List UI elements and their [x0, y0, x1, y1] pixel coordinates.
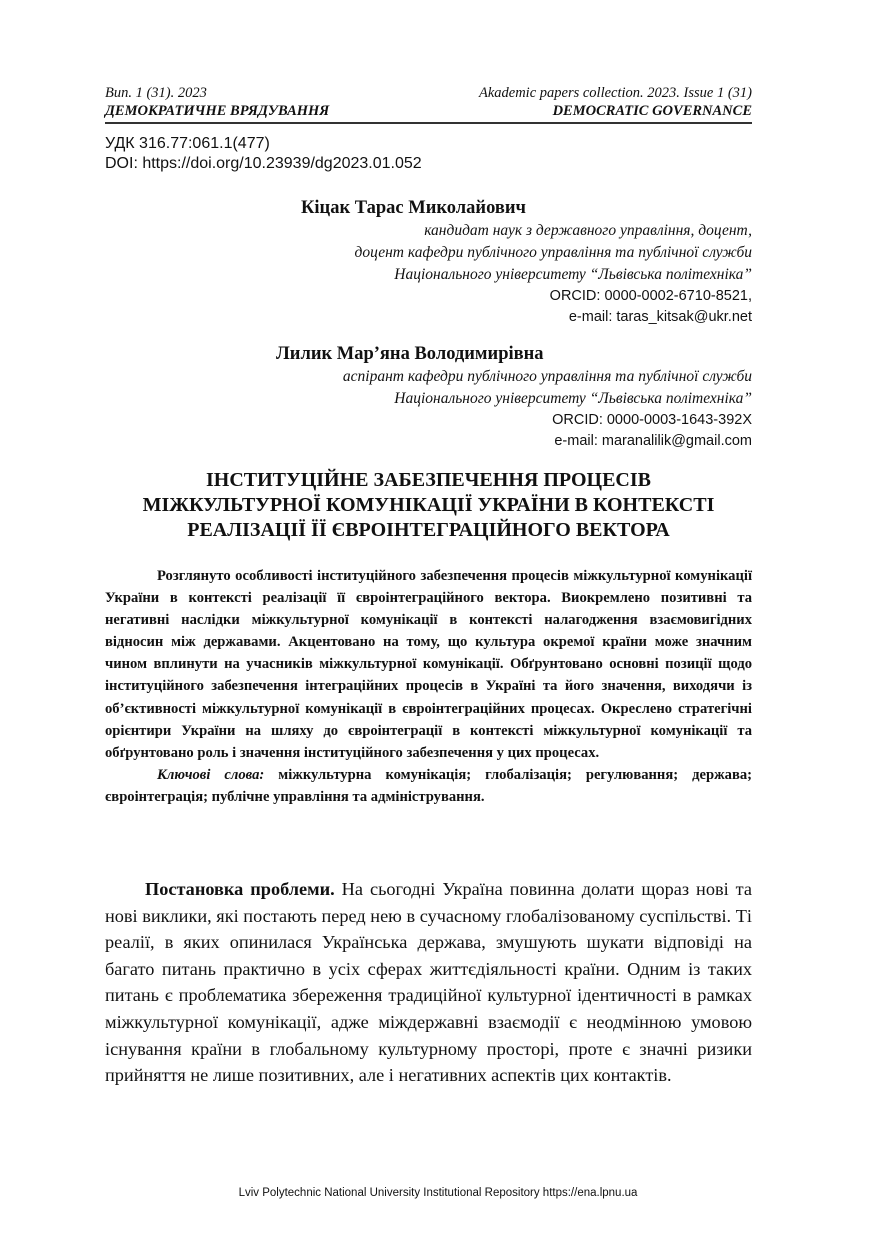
author-name: Кіцак Тарас Миколайович	[301, 198, 526, 218]
author-orcid: ORCID: 0000-0003-1643-392X	[552, 412, 752, 428]
header-journal-ua: ДЕМОКРАТИЧНЕ ВРЯДУВАННЯ	[105, 103, 330, 119]
author-affiliation-line: кандидат наук з державного управління, доцент,	[424, 222, 752, 239]
header-issue-ua: Вип. 1 (31). 2023	[105, 85, 207, 101]
author-affiliation-line: аспірант кафедри публічного управління та публічної служби	[342, 368, 752, 385]
running-header-left	[105, 84, 445, 120]
keywords-label: Ключові слова:	[157, 766, 265, 783]
abstract	[105, 565, 752, 808]
author-orcid: ORCID: 0000-0002-6710-8521,	[549, 288, 752, 304]
author-affiliation-line: Національного університету “Львівська політехніка”	[394, 390, 752, 407]
abstract-text: Розглянуто особливості інституційного забезпечення процесів міжкультурної комунікації України в контексті реалізації її євроінтеграційного вектора. Виокремлено позитивні та негативні наслідки міжкультурної комунікації в контексті налагодження взаємовигідних відносин між державами. Акцентовано на тому, що культура окремої країни може значним чином вплинути на учасників міжкультурної комунікації. Обґрунтовано основні позиції щодо інституційного забезпечення інтеграційних процесів в Україні та його значення, виходячи із об’єктивності міжкультурної комунікації в євроінтеграційних процесах. Окреслено стратегічні орієнтири України на шляху до євроінтеграції в контексті міжкультурної комунікації та обґрунтовано роль і значення інституційного забезпечення у цих процесах.	[105, 568, 752, 761]
author-affiliation-line: Національного університету “Львівська політехніка”	[394, 266, 752, 283]
author-email[interactable]: e-mail: taras_kitsak@ukr.net	[568, 309, 752, 325]
running-header-right	[412, 84, 752, 120]
title-line: РЕАЛІЗАЦІЇ ЇЇ ЄВРОІНТЕГРАЦІЙНОГО ВЕКТОРА	[187, 519, 670, 541]
article-body	[105, 876, 752, 1089]
header-issue-en: Akademic papers collection. 2023. Issue 1 (31)	[478, 85, 752, 101]
header-journal-en: DEMOCRATIC GOVERNANCE	[552, 103, 752, 119]
article-title	[105, 468, 752, 543]
section-lead: Постановка проблеми.	[145, 879, 335, 899]
doi-link[interactable]: DOI: https://doi.org/10.23939/dg2023.01.052	[105, 155, 422, 172]
header-divider	[105, 122, 752, 124]
author-block-1	[200, 196, 752, 328]
title-line: МІЖКУЛЬТУРНОЇ КОМУНІКАЦІЇ УКРАЇНИ В КОНТЕКСТІ	[142, 494, 715, 516]
author-email[interactable]: e-mail: maranalilik@gmail.com	[554, 433, 752, 449]
author-affiliation-line: доцент кафедри публічного управління та публічної служби	[354, 244, 752, 261]
author-block-2	[200, 342, 752, 452]
title-line: ІНСТИТУЦІЙНЕ ЗАБЕЗПЕЧЕННЯ ПРОЦЕСІВ	[206, 469, 651, 491]
repository-footer: Lviv Polytechnic National University Institutional Repository https://ena.lpnu.ua	[238, 1187, 638, 1199]
body-paragraph	[105, 876, 752, 1089]
article-identifiers	[105, 134, 422, 174]
keywords	[105, 764, 752, 808]
udk-code: УДК 316.77:061.1(477)	[105, 135, 270, 152]
keywords-list: міжкультурна комунікація; глобалізація; регулювання; держава; євроінтеграція; публічне управління та адміністрування.	[105, 766, 752, 805]
body-paragraph-text: На сьогодні Україна повинна долати щораз нові та нові виклики, які постають перед нею в сучасному глобалізованому суспільстві. Ті реалії, в яких опинилася Українська держава, змушують шукати відповіді на багато питань практично в усіх сферах життєдіяльності країни. Одним із таких питань є проблематика збереження традиційної культурної ідентичності в рамках міжкультурної комунікації, адже міждержавні взаємодії є неодмінною умовою існування країни в глобальному культурному просторі, проте є значні ризики прийняття не лише позитивних, але і негативних аспектів цих контактів.	[105, 879, 752, 1086]
author-name: Лилик Мар’яна Володимирівна	[276, 344, 544, 364]
